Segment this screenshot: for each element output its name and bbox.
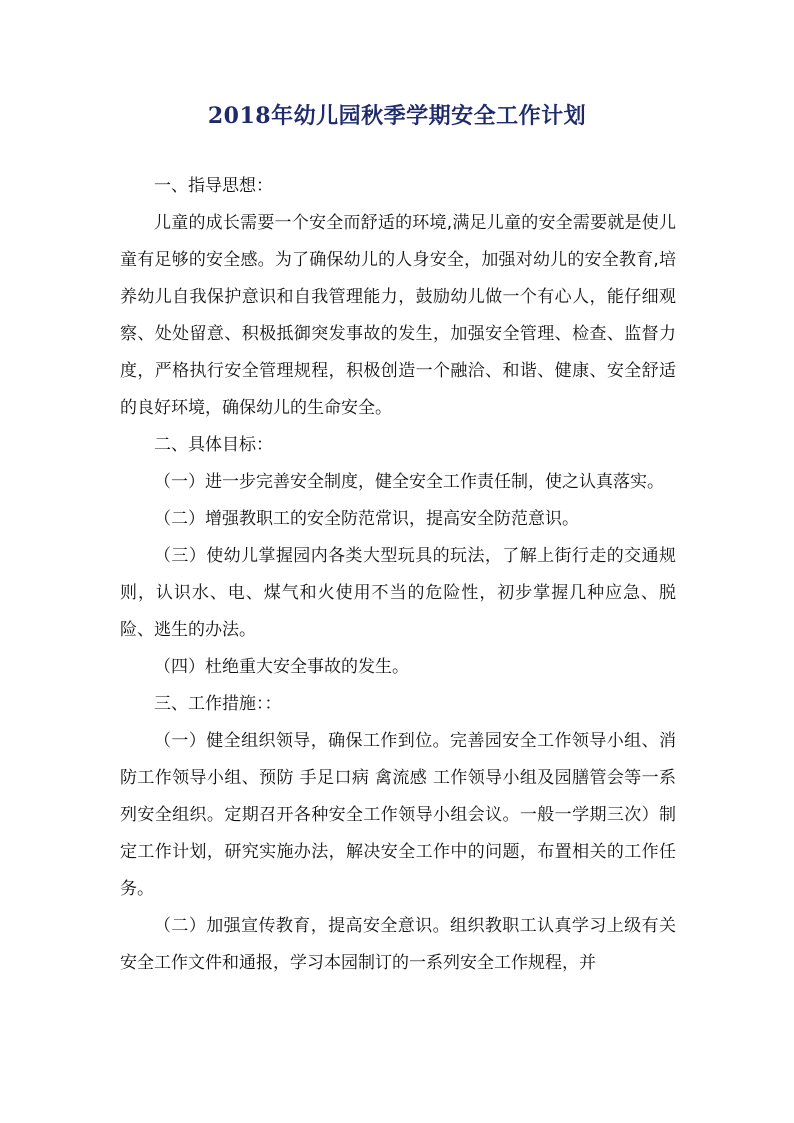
- measure-item-2: （二）加强宣传教育，提高安全意识。组织教职工认真学习上级有关安全工作文件和通报，学习本园制订的一系列安全工作规程，并: [120, 916, 676, 973]
- goal-item-2: （二）增强教职工的安全防范常识，提高安全防范意识。: [154, 509, 579, 529]
- document-title: 2018年幼儿园秋季学期安全工作计划: [207, 103, 587, 129]
- document-body: [120, 168, 676, 982]
- measure-item-1: （一）健全组织领导，确保工作到位。完善园安全工作领导小组、消防工作领导小组、预防 手足口病 禽流感 工作领导小组及园膳管会等一系列安全组织。定期召开各种安全工作领导小组会议。一般一学期三次）制定工作计划，研究实施办法，解决安全工作中的问题，布置相关的工作任务。: [120, 731, 676, 899]
- heading-work-measures: 三、工作措施：：: [154, 694, 282, 714]
- paragraph-guiding-ideology: 儿童的成长需要一个安全而舒适的环境,满足儿童的安全需要就是使儿童有足够的安全感。为了确保幼儿的人身安全，加强对幼儿的安全教育,培养幼儿自我保护意识和自我管理能力，鼓励幼儿做一个有心人，能仔细观察、处处留意、积极抵御突发事故的发生，加强安全管理、检查、监督力度，严格执行安全管理规程，积极创造一个融洽、和谐、健康、安全舒适的良好环境，确保幼儿的生命安全。: [120, 213, 676, 418]
- goal-item-1: （一）进一步完善安全制度，健全安全工作责任制，使之认真落实。: [154, 472, 664, 492]
- heading-guiding-ideology: 一、指导思想：: [154, 176, 273, 196]
- goal-item-3: （三）使幼儿掌握园内各类大型玩具的玩法，了解上街行走的交通规则，认识水、电、煤气和火使用不当的危险性，初步掌握几种应急、脱险、逃生的办法。: [120, 546, 676, 640]
- goal-item-4: （四）杜绝重大安全事故的发生。: [154, 657, 409, 677]
- heading-specific-goals: 二、具体目标：: [154, 435, 273, 455]
